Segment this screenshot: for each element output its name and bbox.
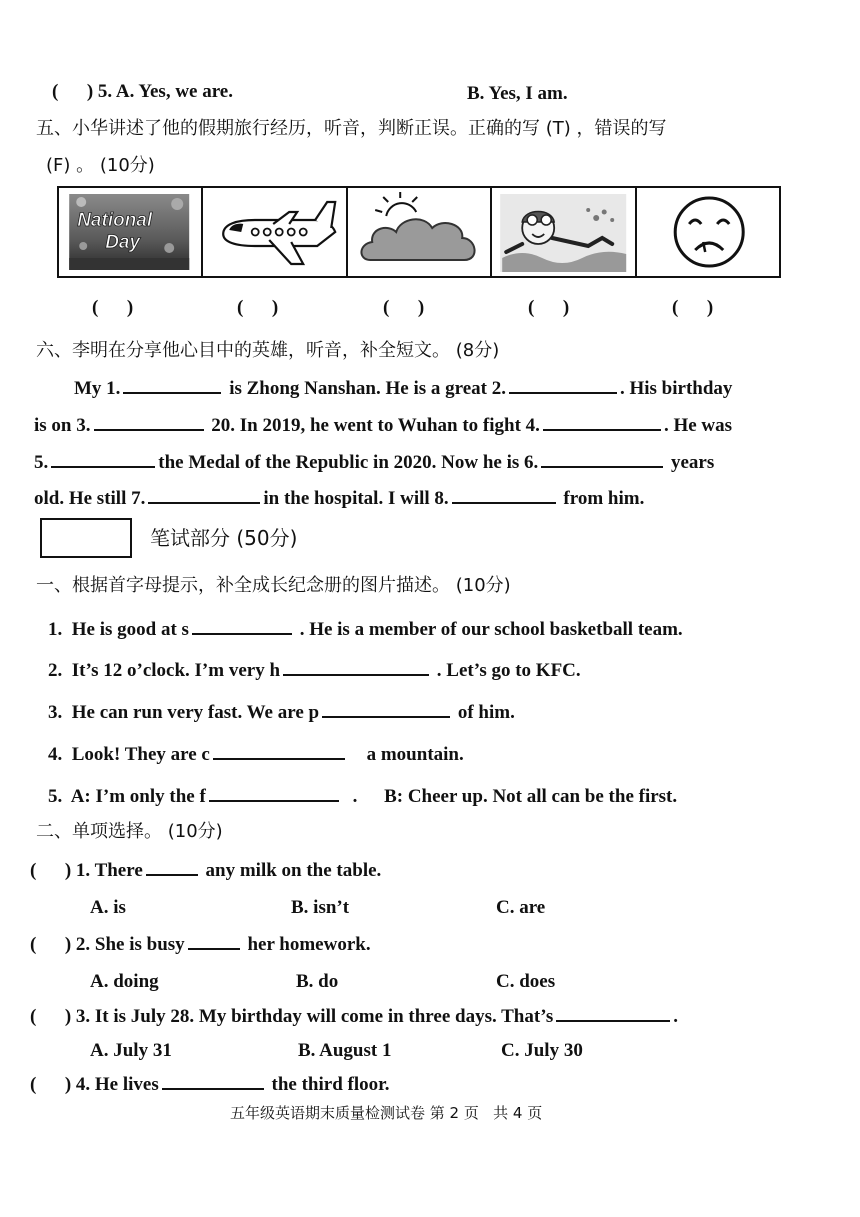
blank-1[interactable]	[123, 391, 221, 394]
q2-option-c[interactable]: C. does	[496, 971, 556, 992]
blank-2[interactable]	[509, 391, 617, 394]
prev-item	[52, 82, 233, 101]
part1-blank-2[interactable]	[283, 673, 429, 676]
part2-q4: ( ) 4. He lives the third floor.	[30, 1074, 390, 1095]
q1-blank[interactable]	[146, 873, 198, 876]
q2-blank[interactable]	[188, 947, 240, 950]
part2-q1: ( ) 1. There any milk on the table.	[30, 860, 382, 881]
answer-paren-5[interactable]: ( )	[672, 297, 714, 318]
answer-paren[interactable]: ( )	[30, 1074, 72, 1095]
passage-line-1: My 1. is Zhong Nanshan. He is a great 2. . His birthday	[74, 378, 733, 399]
cloud-icon	[348, 188, 490, 276]
section6-title: 六、李明在分享他心目中的英雄，听音，补全短文。 (8分)	[36, 340, 500, 361]
part2-q2: ( ) 2. She is busy her homework.	[30, 934, 371, 955]
picture-sad-face	[637, 188, 779, 276]
picture-airplane	[203, 188, 347, 276]
answer-paren[interactable]: ( )	[52, 81, 94, 102]
part1-item-1: 1. He is good at s . He is a member of our school basketball team.	[48, 619, 683, 640]
q3-option-c[interactable]: C. July 30	[501, 1040, 583, 1061]
picture-cloud	[348, 188, 492, 276]
q3-blank[interactable]	[556, 1019, 670, 1022]
q3-option-a[interactable]: A. July 31	[90, 1040, 172, 1061]
q2-option-b[interactable]: B. do	[296, 971, 339, 992]
passage-line-3: 5. the Medal of the Republic in 2020. Now he is 6. years	[34, 452, 715, 473]
part1-title: 一、根据首字母提示，补全成长纪念册的图片描述。 (10分)	[36, 575, 511, 596]
blank-6[interactable]	[541, 465, 663, 468]
part2-title: 二、单项选择。 (10分)	[36, 821, 223, 842]
section5-title-line2: (F) 。 (10分)	[46, 155, 155, 176]
part1-item-3: 3. He can run very fast. We are p of him.	[48, 702, 515, 723]
part1-item-5: 5. A: I’m only the f . B: Cheer up. Not all can be the first.	[48, 786, 678, 807]
answer-paren[interactable]: ( )	[30, 860, 72, 881]
picture-strip	[57, 186, 781, 278]
part1-blank-5[interactable]	[209, 799, 339, 802]
page-footer: 五年级英语期末质量检测试卷 第 2 页 共 4 页	[230, 1104, 543, 1122]
part1-blank-3[interactable]	[322, 715, 450, 718]
q2-option-a[interactable]: A. doing	[90, 971, 159, 992]
national-day-label-1: National	[77, 210, 153, 231]
section5-title-line1: 五、小华讲述了他的假期旅行经历，听音，判断正误。正确的写 (T) ，错误的写	[36, 118, 667, 139]
blank-8[interactable]	[452, 501, 556, 504]
airplane-icon	[203, 188, 345, 276]
score-box[interactable]	[40, 518, 132, 558]
blank-5[interactable]	[51, 465, 155, 468]
blank-3[interactable]	[94, 428, 204, 431]
part1-item-2: 2. It’s 12 o’clock. I’m very h . Let’s go to KFC.	[48, 660, 581, 681]
answer-paren-3[interactable]: ( )	[383, 297, 425, 318]
q3-option-b[interactable]: B. August 1	[298, 1040, 392, 1061]
written-part-title: 笔试部分 (50分)	[150, 526, 298, 550]
answer-paren-1[interactable]: ( )	[92, 297, 134, 318]
prev-item-text: 5. A. Yes, we are.	[97, 81, 233, 102]
national-day-icon	[59, 188, 201, 276]
blank-7[interactable]	[148, 501, 260, 504]
q1-option-c[interactable]: C. are	[496, 897, 546, 918]
part1-blank-4[interactable]	[213, 757, 345, 760]
passage-line-4: old. He still 7. in the hospital. I will 8. from him.	[34, 488, 645, 509]
q1-option-a[interactable]: A. is	[90, 897, 126, 918]
answer-paren[interactable]: ( )	[30, 1006, 72, 1027]
sad-face-icon	[637, 188, 779, 276]
prev-item-option-b: B. Yes, I am.	[467, 83, 568, 104]
answer-paren-4[interactable]: ( )	[528, 297, 570, 318]
national-day-label-2: Day	[105, 232, 141, 253]
part2-q3: ( ) 3. It is July 28. My birthday will come in three days. That’s .	[30, 1006, 678, 1027]
passage-line-2: is on 3. 20. In 2019, he went to Wuhan to fight 4. . He was	[34, 415, 733, 436]
part1-item-4: 4. Look! They are c a mountain.	[48, 744, 464, 765]
picture-swimming	[492, 188, 636, 276]
answer-paren-2[interactable]: ( )	[237, 297, 279, 318]
q4-blank[interactable]	[162, 1087, 264, 1090]
answer-paren[interactable]: ( )	[30, 934, 72, 955]
q1-option-b[interactable]: B. isn’t	[291, 897, 350, 918]
picture-national-day	[59, 188, 203, 276]
blank-4[interactable]	[543, 428, 661, 431]
part1-blank-1[interactable]	[192, 632, 292, 635]
swimming-icon	[492, 188, 634, 276]
